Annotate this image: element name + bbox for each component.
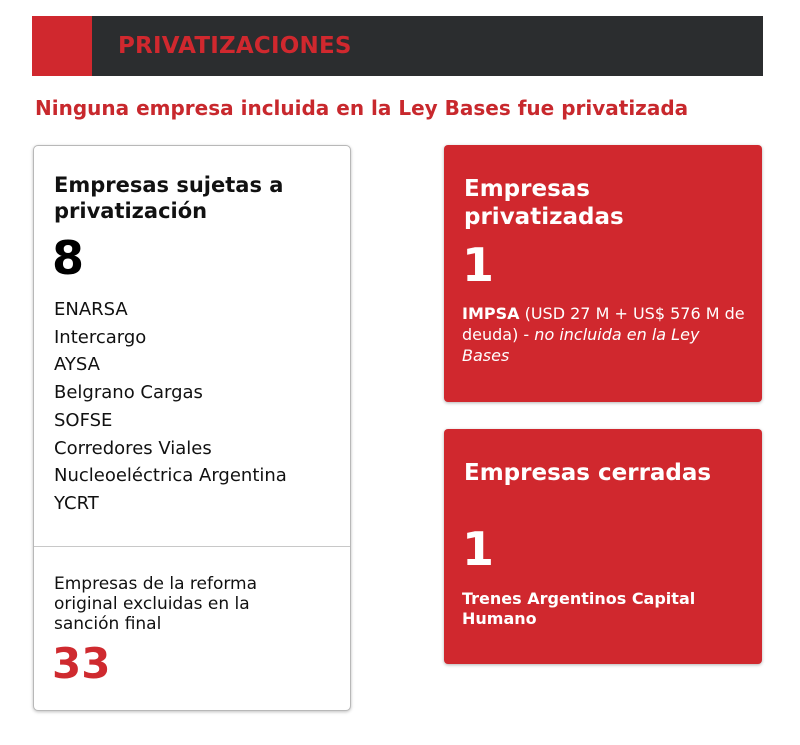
subtitle: Ninguna empresa incluida en la Ley Bases fue privatizada (35, 96, 689, 120)
list-item: YCRT (54, 492, 99, 514)
privatized-note: no incluida en la Ley Bases (462, 325, 700, 365)
list-item: ENARSA (54, 299, 128, 320)
subject-heading: Empresas sujetas a privatización (54, 173, 284, 223)
card-divider (34, 546, 350, 547)
header-banner (32, 16, 763, 76)
closed-count: 1 (462, 522, 495, 576)
list-item: Corredores Viales (54, 437, 212, 459)
privatized-companies-card (444, 145, 762, 402)
subject-companies-card (33, 145, 351, 711)
subject-count: 8 (52, 231, 85, 285)
privatized-detail (462, 303, 747, 366)
banner-accent-block (32, 16, 92, 76)
privatized-count: 1 (462, 238, 495, 292)
excluded-label: Empresas de la reforma original excluidas en la sanción final (54, 574, 258, 634)
excluded-count: 33 (52, 639, 111, 688)
privatized-debt: (USD 27 M + US$ 576 M de deuda) - (462, 304, 745, 344)
privatized-company: IMPSA (462, 304, 520, 323)
list-item: Intercargo (54, 326, 147, 348)
privatized-heading: Empresas privatizadas (464, 176, 624, 230)
list-item: SOFSE (54, 409, 113, 431)
list-item: Belgrano Cargas (54, 382, 203, 404)
list-item: AYSA (54, 354, 100, 376)
closed-company: Trenes Argentinos Capital Humano (462, 589, 696, 628)
list-item: Nucleoeléctrica Argentina (54, 465, 287, 487)
page-title: PRIVATIZACIONES (118, 33, 352, 59)
closed-heading: Empresas cerradas (464, 460, 712, 486)
company-list (54, 296, 287, 518)
closed-companies-card (444, 429, 762, 664)
